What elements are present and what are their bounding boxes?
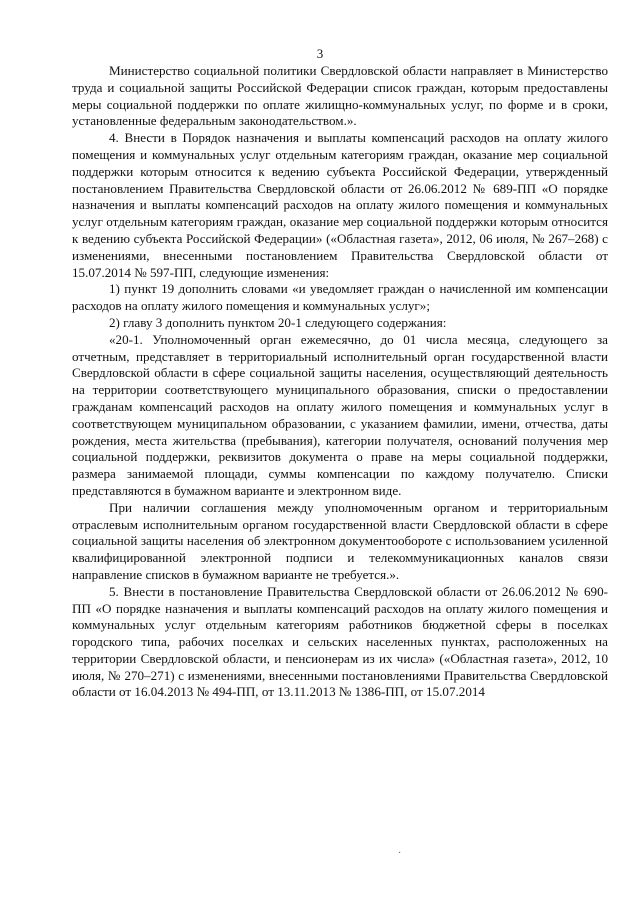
paragraph-2: 4. Внести в Порядок назначения и выплаты компенсаций расходов на оплату жилого помещения и коммунальных услуг отдельным категориям граждан, оказание мер социальной поддержки которым относится к ведению субъекта Российской Федерации, утвержденный постановлением Правительства Свердловской области от 26.06.2012 № 689-ПП «О порядке назначения и выплаты компенсаций расходов на оплату жилого помещения и коммунальных услуг отдельным категориям граждан, оказание мер социальной поддержки которым относится к ведению субъекта Российской Федерации» («Областная газета», 2012, 06 июля, № 267–268) с изменениями, внесенными постановлением Правительства Свердловской области от 15.07.2014 № 597-ПП, следующие изменения: bbox=[72, 130, 608, 280]
document-body bbox=[72, 63, 608, 701]
footer-mark: · bbox=[398, 848, 402, 859]
paragraph-1: Министерство социальной политики Свердловской области направляет в Министерство труда и социальной защиты Российской Федерации список граждан, которым предоставлены меры социальной поддержки по оплате жилищно-коммунальных услуг, по форме и в сроки, установленные федеральным законодательством.». bbox=[72, 63, 608, 129]
page-number: 3 bbox=[316, 46, 324, 61]
paragraph-4: 2) главу 3 дополнить пунктом 20-1 следующего содержания: bbox=[109, 314, 447, 330]
paragraph-5: «20-1. Уполномоченный орган ежемесячно, до 01 числа месяца, следующего за отчетным, представляет в территориальный исполнительный орган государственной власти Свердловской области в сфере социальной защиты населения, осуществляющий деятельность на территории соответствующего муниципального образования, списки о предоставлении гражданам компенсаций расходов на оплату жилого помещения и коммунальных услуг в соответствующем муниципальном образовании, с указанием фамилии, имени, отчества, даты рождения, места жительства (пребывания), категории получателя, оснований получения мер социальной поддержки, реквизитов документа о праве на меры социальной поддержки, размера занимаемой площади, суммы компенсации по каждому получателю. Списки представляются в бумажном варианте и электронном виде. bbox=[72, 331, 608, 498]
paragraph-3: 1) пункт 19 дополнить словами «и уведомляет граждан о начисленной им компенсации расходов на оплату жилого помещения и коммунальных услуг»; bbox=[72, 281, 608, 314]
paragraph-7: 5. Внести в постановление Правительства Свердловской области от 26.06.2012 № 690-ПП «О порядке назначения и выплаты компенсаций расходов на оплату жилого помещения и коммунальных услуг отдельным категориям работников бюджетной сферы в поселках городского типа, рабочих поселках и сельских населенных пунктах, расположенных на территории Свердловской области, и пенсионерам из их числа» («Областная газета», 2012, 10 июля, № 270–271) с изменениями, внесенными постановлениями Правительства Свердловской области от 16.04.2013 № 494-ПП, от 13.11.2013 № 1386-ПП, от 15.07.2014 bbox=[72, 583, 608, 700]
paragraph-6: При наличии соглашения между уполномоченным органом и территориальным отраслевым исполнительным органом государственной власти Свердловской области в сфере социальной защиты населения об электронном документообороте с использованием усиленной квалифицированной электронной подписи и телекоммуникационных каналов связи направление списков в бумажном варианте не требуется.». bbox=[72, 499, 608, 582]
